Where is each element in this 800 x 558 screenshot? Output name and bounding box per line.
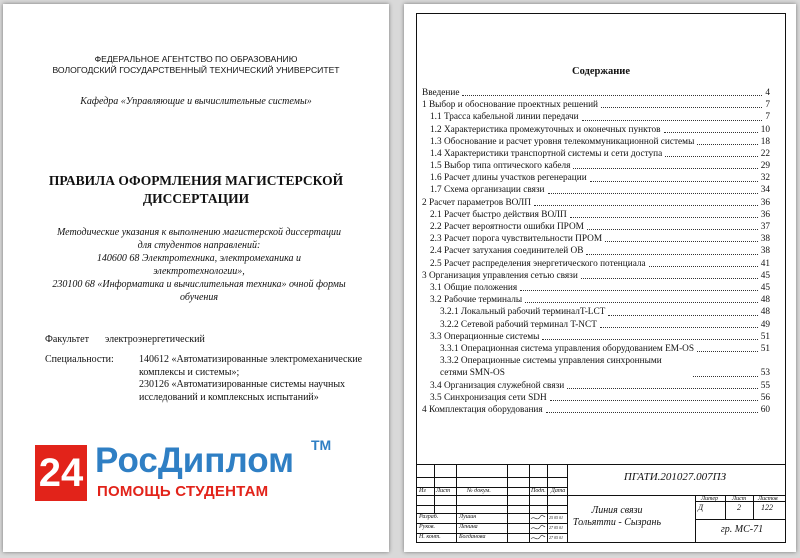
toc-item-title: 3.1 Общие положения: [430, 282, 518, 293]
toc-leader-dots: [697, 351, 758, 352]
toc-item-title: 1.7 Схема организации связи: [430, 185, 545, 196]
agency-header: [3, 54, 389, 76]
group-code: гр. МС-71: [720, 524, 764, 535]
toc-item: [422, 185, 770, 197]
hdr-doc-number: № докум.: [467, 488, 491, 494]
toc-item-title: 3.2.1 Локальный рабочий терминалT-LCT: [440, 307, 606, 318]
toc-item: [422, 160, 770, 172]
toc-item: [422, 136, 770, 148]
toc-leader-dots: [542, 339, 757, 340]
toc-item: [422, 148, 770, 160]
toc-item: [422, 319, 770, 331]
developer-date: 25 05 01: [549, 515, 563, 520]
logo-name: РосДиплом: [95, 441, 295, 480]
sheets-value: 122: [761, 503, 773, 512]
toc-item-page: 34: [760, 185, 770, 196]
toc-item-title: 2.2 Расчет вероятности ошибки ПРОМ: [430, 222, 584, 233]
toc-leader-dots: [608, 315, 757, 316]
toc-item-page: 10: [760, 124, 770, 135]
subtitle-line: Методические указания к выполнению магистерской диссертации: [56, 227, 342, 238]
toc-item-title: 1.6 Расчет длины участков регенерации: [430, 173, 587, 184]
toc-item: [422, 404, 770, 416]
toc-leader-dots: [546, 412, 758, 413]
toc-leader-dots: [649, 266, 758, 267]
document-title: [3, 172, 389, 208]
toc-item: [422, 392, 770, 404]
sheet-label: Лист: [732, 496, 747, 502]
toc-item-page: 51: [760, 331, 770, 342]
toc-leader-dots: [587, 229, 758, 230]
faculty-label: Факультет: [45, 334, 89, 345]
hdr-list: Лист: [436, 488, 451, 494]
toc-leader-dots: [570, 217, 758, 218]
toc-item: [422, 245, 770, 257]
toc-leader-dots: [601, 107, 762, 108]
title-block: [417, 464, 785, 542]
toc-item-page: 51: [760, 343, 770, 354]
toc-item-title: 1.3 Обоснование и расчет уровня телекоммуникационной системы: [430, 136, 695, 147]
toc-item-page: 41: [760, 258, 770, 269]
toc-item: [422, 258, 770, 270]
toc-item-page: 22: [760, 148, 770, 159]
toc-item-page: 37: [760, 222, 770, 233]
specialty-row: [45, 354, 385, 414]
toc-item: [422, 221, 770, 233]
toc-leader-dots: [600, 327, 758, 328]
toc-item-title: 3.2 Рабочие терминалы: [430, 295, 523, 306]
role-developer: Разраб.: [419, 514, 439, 520]
logo-badge: 24: [35, 445, 87, 501]
toc-leader-dots: [605, 241, 758, 242]
toc-item: [422, 111, 770, 123]
document-subtitle: [29, 226, 369, 304]
toc-leader-dots: [550, 400, 758, 401]
toc-leader-dots: [534, 205, 758, 206]
toc-item: [422, 172, 770, 184]
toc-leader-dots: [697, 144, 757, 145]
toc-item-title: 3.5 Синхронизация сети SDH: [430, 392, 547, 403]
toc-item-title: Введение: [422, 87, 460, 98]
specialty-value: 230126 «Автоматизированные системы научных: [139, 379, 346, 390]
toc-leader-dots: [581, 278, 758, 279]
logo-trademark: TM: [311, 437, 332, 453]
specialty-value: 140612 «Автоматизированные электромеханические: [139, 354, 363, 365]
subtitle-line: 140600 68 Электротехника, электромеханика и: [96, 253, 302, 264]
norm-control-date: 27 05 01: [549, 535, 563, 540]
toc-item-page: 56: [760, 392, 770, 403]
toc-item: [422, 233, 770, 245]
toc-list: [422, 87, 770, 416]
toc-item: [422, 99, 770, 111]
specialty-label: Специальности:: [45, 354, 114, 365]
toc-leader-dots: [462, 95, 762, 96]
toc-item-page: 49: [760, 319, 770, 330]
faculty-row: [45, 334, 385, 348]
document-name-line-1: Линия связи: [591, 505, 643, 516]
rosdiplom-logo: [35, 437, 332, 505]
supervisor-name: Ленина: [459, 524, 478, 530]
toc-item: [422, 124, 770, 136]
toc-item-page: 36: [760, 209, 770, 220]
toc-item: [422, 380, 770, 392]
sheets-label: Листов: [758, 496, 778, 502]
toc-item-title: 1.4 Характеристики транспортной системы и сети доступа: [430, 148, 663, 159]
toc-item-page: 7: [765, 100, 770, 111]
toc-item-page: 29: [760, 161, 770, 172]
contents-page: [404, 4, 796, 552]
toc-leader-dots: [548, 193, 758, 194]
toc-item-page: 32: [760, 173, 770, 184]
toc-item-title: 1.2 Характеристика промежуточных и оконечных пунктов: [430, 124, 661, 135]
toc-item-page: 45: [760, 270, 770, 281]
hdr-date: Дата: [551, 488, 566, 494]
toc-item-page: 48: [760, 307, 770, 318]
toc-item-page: 7: [765, 112, 770, 123]
specialty-value: комплексы и системы»;: [139, 366, 240, 378]
litera-value: Д: [698, 503, 704, 512]
toc-leader-dots: [582, 120, 763, 121]
toc-item: [422, 270, 770, 282]
toc-item: [422, 209, 770, 221]
document-name: [567, 505, 667, 529]
toc-leader-dots: [665, 156, 757, 157]
sheet-value: 2: [737, 503, 741, 512]
signature-marks: [530, 513, 546, 543]
subtitle-line: для студентов направлений:: [137, 240, 261, 251]
subtitle-line: обучения: [179, 292, 219, 303]
litera-label: Литер: [701, 496, 719, 502]
toc-item-title: 3.2.2 Сетевой рабочий терминал T-NCT: [440, 319, 597, 330]
toc-item-title: 3.4 Организация служебной связи: [430, 380, 565, 391]
document-code: ПГАТИ.201027.007ПЗ: [623, 471, 727, 483]
toc-item: [422, 355, 770, 379]
toc-leader-dots: [586, 254, 757, 255]
toc-item-title: 4 Комплектация оборудования: [422, 404, 543, 415]
developer-name: Лушин: [459, 514, 477, 520]
subtitle-line: электротехнологии»,: [153, 266, 245, 277]
toc-item-title: 3.3 Операционные системы: [430, 331, 540, 342]
norm-control-name: Богданова: [459, 534, 486, 540]
toc-item-title: 3.3.1 Операционная система управления оборудованием EM-OS: [440, 343, 695, 354]
hdr-sign: Подп.: [531, 488, 546, 494]
agency-line-1: ФЕДЕРАЛЬНОЕ АГЕНТСТВО ПО ОБРАЗОВАНИЮ: [94, 54, 298, 64]
toc-item-title: 1.1 Трасса кабельной линии передачи: [430, 112, 579, 123]
toc-leader-dots: [567, 388, 757, 389]
toc-leader-dots: [693, 376, 758, 377]
department: Кафедра «Управляющие и вычислительные системы»: [80, 96, 312, 107]
drawing-frame: [416, 13, 786, 543]
toc-item-title: 3 Организация управления сетью связи: [422, 270, 578, 281]
toc-item-page: 4: [765, 87, 770, 98]
faculty-value: электроэнергетический: [105, 334, 205, 345]
toc-leader-dots: [664, 132, 758, 133]
toc-item-title: 1 Выбор и обоснование проектных решений: [422, 100, 599, 111]
role-supervisor: Руков.: [419, 524, 436, 530]
toc-item-page: 36: [760, 197, 770, 208]
toc-item-title: 2.1 Расчет быстро действия ВОЛП: [430, 209, 567, 220]
toc-item-page: 53: [760, 368, 770, 379]
logo-tagline: ПОМОЩЬ СТУДЕНТАМ: [97, 483, 269, 500]
toc-item: [422, 197, 770, 209]
toc-item-page: 38: [760, 246, 770, 257]
toc-item: [422, 343, 770, 355]
cover-page: [3, 4, 389, 552]
toc-item: [422, 282, 770, 294]
toc-item-title: 2.5 Расчет распределения энергетического потенциала: [430, 258, 646, 269]
agency-line-2: ВОЛОГОДСКИЙ ГОСУДАРСТВЕННЫЙ ТЕХНИЧЕСКИЙ УНИВЕРСИТЕТ: [52, 65, 340, 75]
toc-item-page: 45: [760, 282, 770, 293]
toc-item-title: 2.4 Расчет затухания соединителей ОВ: [430, 246, 584, 257]
toc-item-title: 3.3.2 Операционные системы управления синхронными сетями SMN-OS: [440, 356, 662, 379]
title-line-2: ДИССЕРТАЦИИ: [142, 191, 250, 206]
subtitle-line: 230100 68 «Информатика и вычислительная техника» очной формы: [52, 279, 346, 290]
toc-item: [422, 294, 770, 306]
toc-item-page: 18: [760, 136, 770, 147]
toc-item: [422, 306, 770, 318]
supervisor-date: 27 05 01: [549, 525, 563, 530]
toc-item-page: 55: [760, 380, 770, 391]
toc-item-title: 1.5 Выбор типа оптического кабеля: [430, 161, 571, 172]
toc-heading: Содержание: [572, 66, 630, 77]
document-name-line-2: Тольятти - Сызрань: [572, 517, 662, 528]
toc-item: [422, 331, 770, 343]
specialty-value: исследований и комплексных испытаний»: [139, 391, 319, 403]
title-line-1: ПРАВИЛА ОФОРМЛЕНИЯ МАГИСТЕРСКОЙ: [48, 173, 344, 188]
toc-item-page: 48: [760, 295, 770, 306]
toc-item-title: 2 Расчет параметров ВОЛП: [422, 197, 531, 208]
toc-leader-dots: [520, 290, 758, 291]
toc-item-page: 60: [760, 404, 770, 415]
toc-leader-dots: [525, 302, 758, 303]
toc-item: [422, 87, 770, 99]
toc-item-page: 38: [760, 234, 770, 245]
hdr-iz: Из: [419, 488, 426, 494]
role-norm-control: Н. конт.: [419, 534, 441, 540]
toc-item-title: 2.3 Расчет порога чувствительности ПРОМ: [430, 234, 603, 245]
toc-leader-dots: [590, 181, 758, 182]
toc-leader-dots: [573, 168, 757, 169]
